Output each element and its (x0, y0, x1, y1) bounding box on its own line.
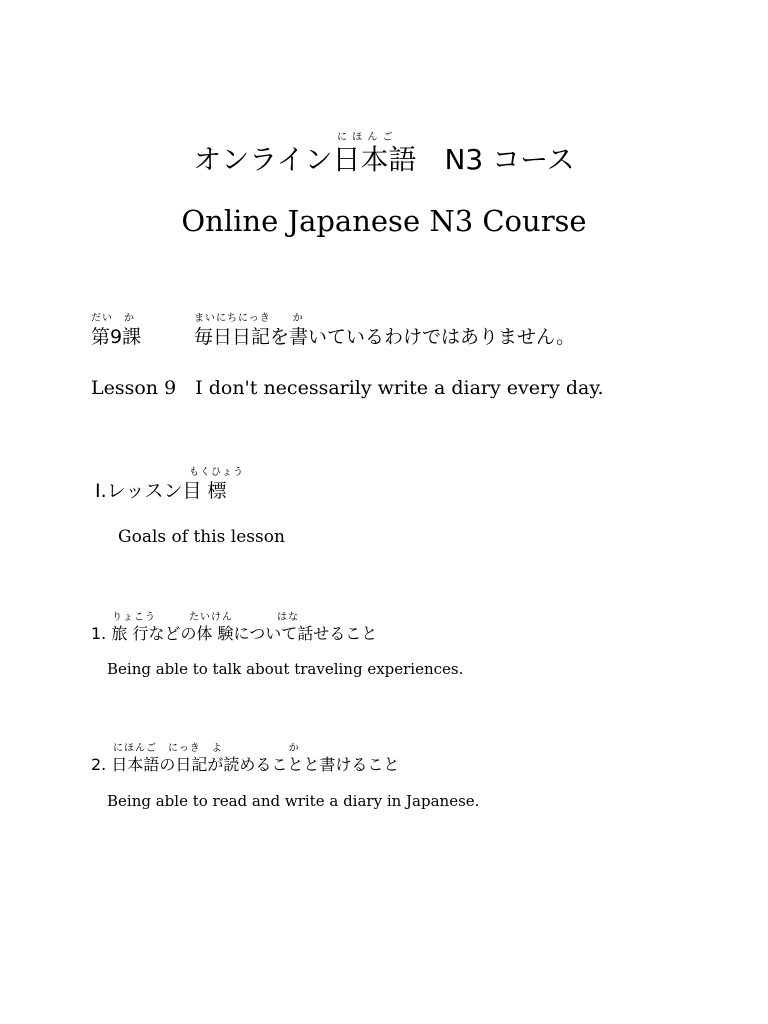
goal-2-ruby: にほんご にっき よ か (113, 743, 300, 754)
section-heading-ruby: もくひょう (189, 467, 244, 478)
goal-2-english: Being able to read and write a diary in Japanese. (107, 792, 480, 810)
lesson-number-japanese: 第9課 (91, 326, 142, 348)
title-ruby: に ほ ん ご (337, 132, 394, 143)
goal-1-ruby: りょこう たいけん はな (112, 612, 299, 623)
section-heading: Ⅰ.レッスン目 標 (95, 480, 227, 502)
lesson-title-english: Lesson 9 I don't necessarily write a diary every day. (91, 377, 604, 399)
goal-1-english: Being able to talk about traveling experiences. (107, 660, 464, 678)
goal-1-japanese: 1. 旅 行などの体 験について話せること (91, 624, 378, 643)
section-subheading: Goals of this lesson (118, 527, 285, 547)
lesson-title-japanese: 毎日日記を書いているわけではありません。 (194, 326, 576, 348)
page-title-english: Online Japanese N3 Course (181, 204, 587, 238)
goal-2-japanese: 2. 日本語の日記が読めることと書けること (91, 755, 400, 774)
page-title-japanese: オンライン日本語 N3 コース (193, 143, 575, 176)
lesson-number-ruby: だい か (91, 313, 135, 324)
lesson-title-ruby: まいにちにっき か (194, 313, 304, 324)
